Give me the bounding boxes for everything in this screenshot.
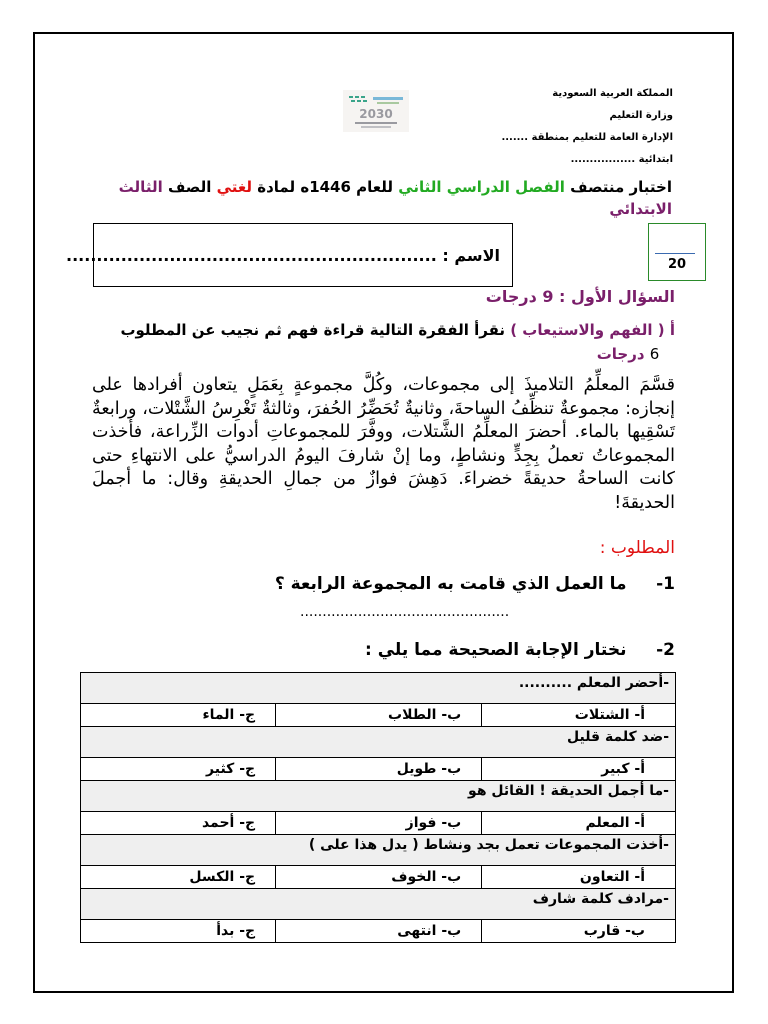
svg-text:2030: 2030 bbox=[359, 107, 393, 121]
header-directorate: الإدارة العامة للتعليم بمنطقة ....... bbox=[501, 132, 673, 143]
mcq-table bbox=[80, 672, 676, 943]
item-1: 1- ما العمل الذي قامت به المجموعة الرابعة ؟ bbox=[274, 574, 675, 594]
mcq-option-a[interactable]: أ- التعاون bbox=[482, 866, 676, 889]
mcq-option-c[interactable]: ج- كثير bbox=[81, 758, 276, 781]
mcq-option-c[interactable]: ج- أحمد bbox=[81, 812, 276, 835]
mcq-question: -أخذت المجموعات تعمل بجد ونشاط ( يدل هذا على ) bbox=[81, 835, 676, 866]
mcq-question: -ضد كلمة قليل bbox=[81, 727, 676, 758]
mcq-option-a[interactable]: أ- الشتلات bbox=[482, 704, 676, 727]
mcq-option-a[interactable]: أ- كبير bbox=[482, 758, 676, 781]
item-2: 2- نختار الإجابة الصحيحة مما يلي : bbox=[365, 640, 675, 660]
question1-label: السؤال الأول : 9 درجات bbox=[485, 287, 675, 306]
mcq-question-row bbox=[81, 835, 676, 866]
mcq-option-a[interactable]: أ- المعلم bbox=[482, 812, 676, 835]
mcq-option-a[interactable]: ب- قارب bbox=[482, 920, 676, 943]
mcq-option-b[interactable]: ب- فواز bbox=[276, 812, 482, 835]
score-box bbox=[648, 223, 706, 281]
mcq-option-c[interactable]: ج- الماء bbox=[81, 704, 276, 727]
mcq-option-b[interactable]: ب- الطلاب bbox=[276, 704, 482, 727]
name-box[interactable] bbox=[66, 223, 513, 287]
mcq-question: -أحضر المعلم .......... bbox=[81, 673, 676, 704]
exam-title: اختبار منتصف الفصل الدراسي الثاني للعام 1446ه لمادة لغتي الصف الثالث الابتدائي bbox=[118, 178, 672, 218]
mcq-option-b[interactable]: ب- طويل bbox=[276, 758, 482, 781]
score-total: 20 bbox=[667, 257, 687, 272]
mcq-question-row bbox=[81, 673, 676, 704]
question1-instruction: أ ( الفهم والاستيعاب ) نقرأ الفقرة التالية قراءة فهم ثم نجيب عن المطلوب 6 درجات bbox=[120, 321, 675, 363]
mcq-options-row bbox=[81, 866, 676, 889]
mcq-question: -مرادف كلمة شارف bbox=[81, 889, 676, 920]
mcq-question: -ما أجمل الحديقة ! القائل هو bbox=[81, 781, 676, 812]
mcq-options-row bbox=[81, 758, 676, 781]
mcq-option-b[interactable]: ب- انتهى bbox=[276, 920, 482, 943]
header-school: ابتدائية ................. bbox=[570, 154, 673, 165]
mcq-option-c[interactable]: ج- بدأ bbox=[81, 920, 276, 943]
reading-passage: قسَّمَ المعلِّمُ التلاميذَ إلى مجموعات، وكُلَّ مجموعةٍ بِعَمَلٍ يتعاون أفرادها على إنجازه: مجموعةٌ تنظِّفُ الساحةَ، وثانيةٌ تُحَضِّرُ الحُفرَ، وثالثةٌ تَغْرِسُ الشَّتْلات، ورابعةٌ تَسْقِيها بالماء. أحضرَ المعلِّمُ الشَّتلات، ووفَّرَ للمجموعاتِ أدوات الزِّراعة، فأخذت المجموعاتُ تعملُ بِجِدٍّ ونشاطٍ، وما إنْ شارفَ اليومُ الدراسيُّ على الانتهاءِ حتى كانت الساحةُ حديقةً خضراءَ. دَهِشَ فوازٌ من جمالِ الحديقةِ وقال: ما أجملَ الحديقةَ! bbox=[92, 375, 675, 513]
mcq-question-row bbox=[81, 727, 676, 758]
score-blank bbox=[655, 253, 695, 254]
mcq-question-row bbox=[81, 889, 676, 920]
mcq-question-row bbox=[81, 781, 676, 812]
required-label: المطلوب : bbox=[599, 538, 675, 558]
vision-2030-logo bbox=[343, 90, 409, 132]
mcq-options-row bbox=[81, 704, 676, 727]
mcq-option-c[interactable]: ج- الكسل bbox=[81, 866, 276, 889]
answer-line[interactable]: ............................................... bbox=[300, 604, 510, 620]
mcq-options-row bbox=[81, 920, 676, 943]
name-label: الاسم : ............................................................. bbox=[66, 246, 500, 265]
header-kingdom: المملكة العربية السعودية bbox=[552, 88, 673, 99]
header-ministry: وزارة التعليم bbox=[609, 110, 673, 121]
mcq-option-b[interactable]: ب- الخوف bbox=[276, 866, 482, 889]
mcq-options-row bbox=[81, 812, 676, 835]
